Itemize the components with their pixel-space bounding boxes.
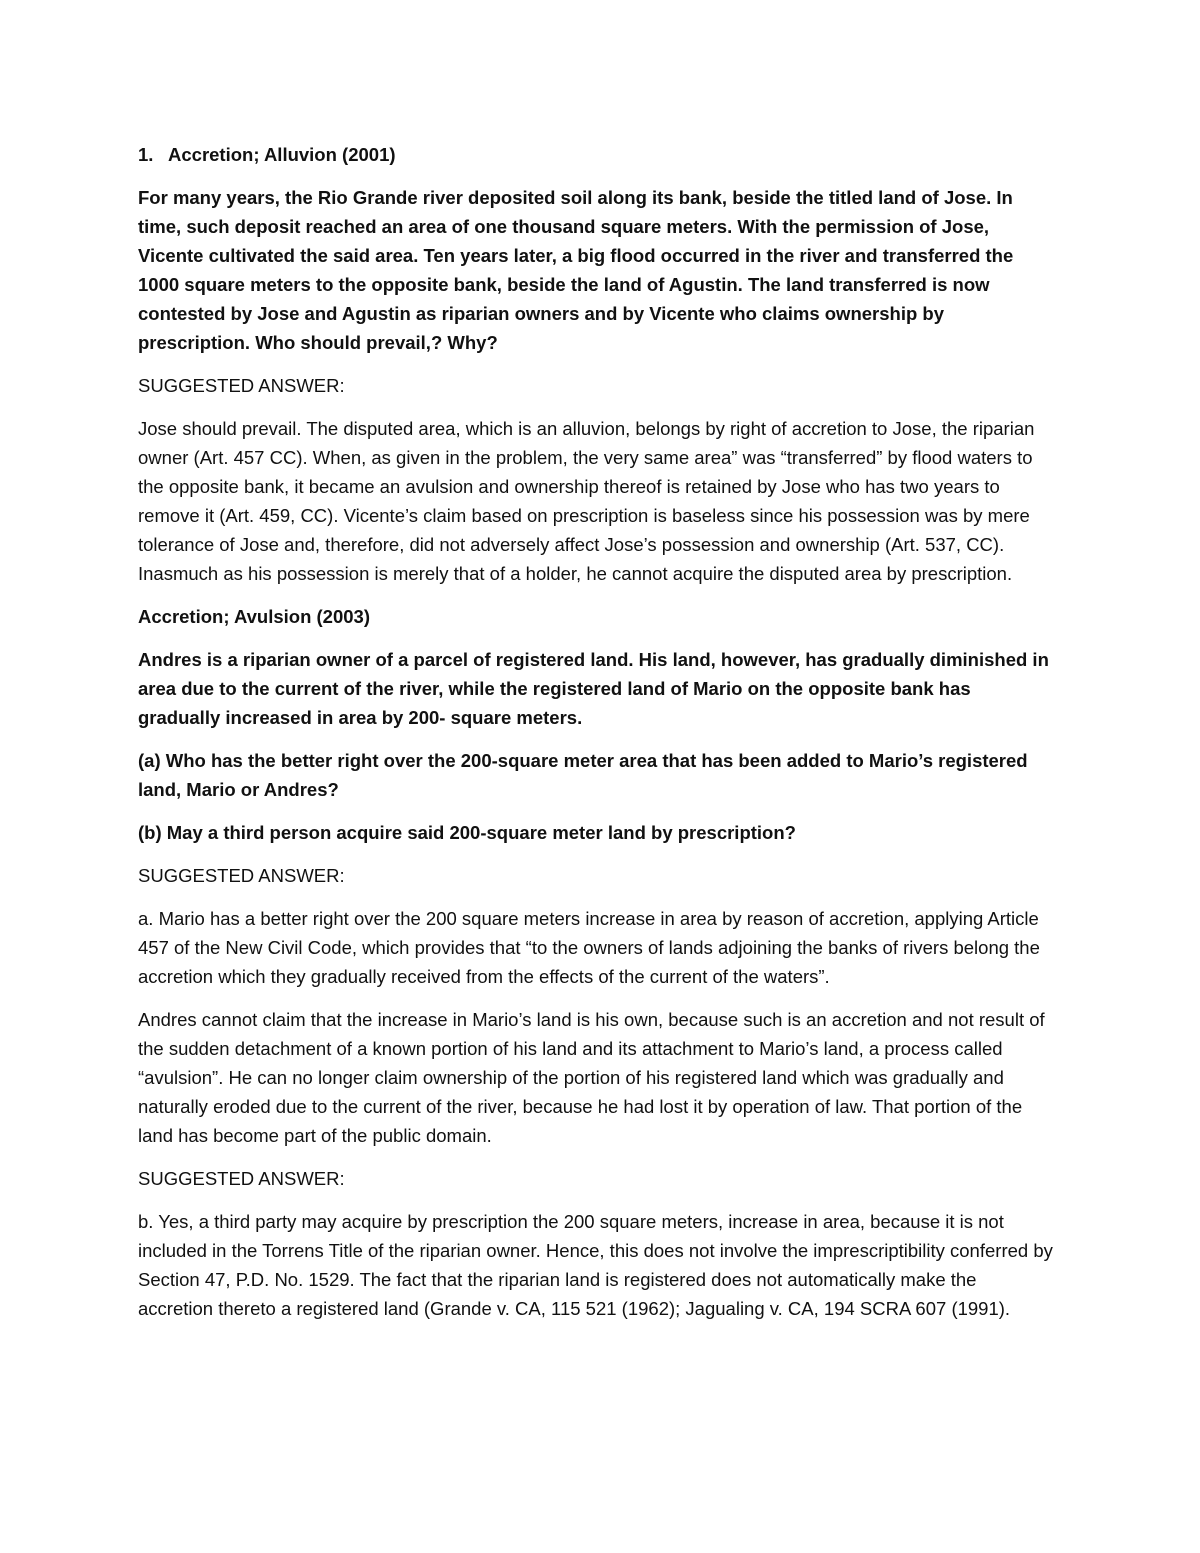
document-page	[138, 140, 1056, 1337]
section-2-answer-b: b. Yes, a third party may acquire by prescription the 200 square meters, increase in area, because it is not included in the Torrens Title of the riparian owner. Hence, this does not involve the imprescriptibility conferred by Section 47, P.D. No. 1529. The fact that the riparian land is registered does not automatically make the accretion thereto a registered land (Grande v. CA, 115 521 (1962); Jagualing v. CA, 194 SCRA 607 (1991).	[138, 1211, 1053, 1319]
section-2-answer-a-continued: Andres cannot claim that the increase in Mario’s land is his own, because such is an accretion and not result of the sudden detachment of a known portion of his land and its attachment to Mario’s land, a process called “avulsion”. He can no longer claim ownership of the portion of his registered land which was gradually and naturally eroded due to the current of the river, because he had lost it by operation of law. That portion of the land has become part of the public domain.	[138, 1009, 1045, 1146]
section-2-answer-label-2: SUGGESTED ANSWER:	[138, 1168, 345, 1189]
section-1-question: For many years, the Rio Grande river deposited soil along its bank, beside the titled land of Jose. In time, such deposit reached an area of one thousand square meters. With the permission of Jose, Vicente cultivated the said area. Ten years later, a big flood occurred in the river and transferred the 1000 square meters to the opposite bank, beside the land of Agustin. The land transferred is now contested by Jose and Agustin as riparian owners and by Vicente who claims ownership by prescription. Who should prevail,? Why?	[138, 187, 1014, 353]
section-1-answer-label: SUGGESTED ANSWER:	[138, 375, 345, 396]
section-1-number: 1.	[138, 144, 154, 165]
section-1-title: Accretion; Alluvion (2001)	[168, 144, 396, 165]
section-1-answer: Jose should prevail. The disputed area, which is an alluvion, belongs by right of accretion to Jose, the riparian owner (Art. 457 CC). When, as given in the problem, the very same area” was “transferred” by flood waters to the opposite bank, it became an avulsion and ownership thereof is retained by Jose who has two years to remove it (Art. 459, CC). Vicente’s claim based on prescription is baseless since his possession was by mere tolerance of Jose and, therefore, did not adversely affect Jose’s possession and ownership (Art. 537, CC). Inasmuch as his possession is merely that of a holder, he cannot acquire the disputed area by prescription.	[138, 418, 1035, 584]
section-2-question-a: (a) Who has the better right over the 200-square meter area that has been added to Mario’s registered land, Mario or Andres?	[138, 750, 1028, 800]
section-1-heading	[138, 140, 1056, 169]
section-2-answer-a: a. Mario has a better right over the 200 square meters increase in area by reason of accretion, applying Article 457 of the New Civil Code, which provides that “to the owners of lands adjoining the banks of rivers belong the accretion which they gradually received from the effects of the current of the waters”.	[138, 908, 1040, 987]
section-2-question-b: (b) May a third person acquire said 200-square meter land by prescription?	[138, 822, 796, 843]
section-2-answer-label-1: SUGGESTED ANSWER:	[138, 865, 345, 886]
section-2-question: Andres is a riparian owner of a parcel of registered land. His land, however, has gradually diminished in area due to the current of the river, while the registered land of Mario on the opposite bank has gradually increased in area by 200- square meters.	[138, 649, 1049, 728]
section-2-title: Accretion; Avulsion (2003)	[138, 606, 370, 627]
